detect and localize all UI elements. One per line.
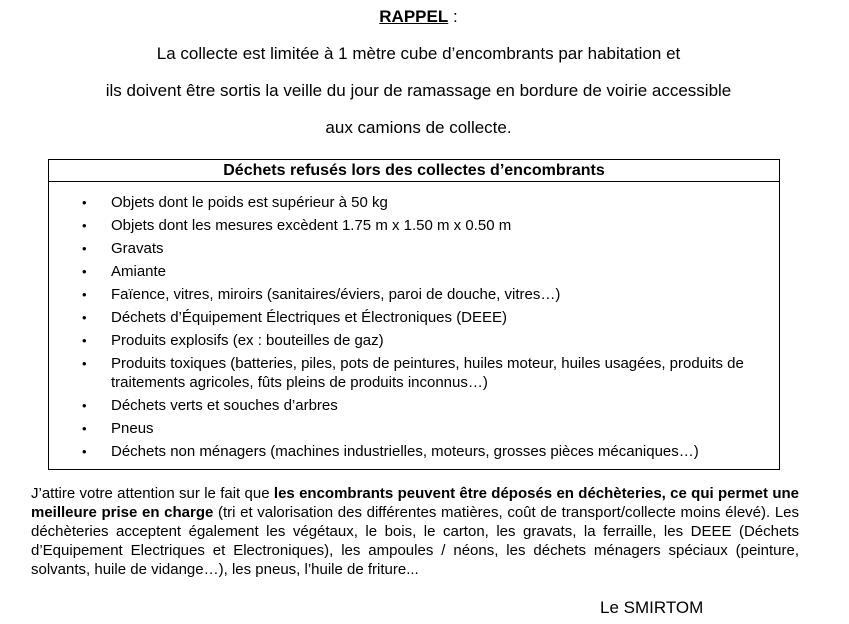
rappel-title (0, 7, 837, 27)
list-item-text: Objets dont le poids est supérieur à 50 kg (111, 194, 388, 211)
list-item-text: Déchets non ménagers (machines industrielles, moteurs, grosses pièces mécaniques…) (111, 443, 699, 460)
rappel-title-word: RAPPEL (379, 7, 449, 26)
list-item (49, 331, 779, 350)
refused-waste-header: Déchets refusés lors des collectes d’encombrants (49, 160, 779, 182)
list-item-text: Déchets d’Équipement Électriques et Électroniques (DEEE) (111, 309, 508, 326)
list-item-text: Faïence, vitres, miroirs (sanitaires/éviers, paroi de douche, vitres…) (111, 286, 561, 303)
bullet-icon: • (82, 264, 87, 279)
attention-paragraph (31, 484, 799, 579)
list-item-text: Amiante (111, 263, 167, 280)
list-item (49, 419, 779, 438)
rappel-line-1: La collecte est limitée à 1 mètre cube d’encombrants par habitation et (156, 44, 681, 63)
bullet-icon: • (82, 356, 87, 371)
list-item (49, 216, 779, 235)
list-item-text: Produits toxiques (batteries, piles, pots de peintures, huiles moteur, huiles usagées, produits de traitements agricoles, fûts pleins de produits inconnus…) (111, 355, 744, 391)
bullet-icon: • (82, 444, 87, 459)
bullet-icon: • (82, 333, 87, 348)
list-item (49, 308, 779, 327)
rappel-line-2: ils doivent être sortis la veille du jour de ramassage en bordure de voirie accessible (105, 81, 732, 100)
bullet-icon: • (82, 287, 87, 302)
list-item (49, 354, 779, 392)
list-item-text: Gravats (111, 240, 164, 257)
list-item (49, 262, 779, 281)
rappel-line-3: aux camions de collecte. (325, 118, 512, 137)
signature: Le SMIRTOM (600, 598, 704, 617)
list-item (49, 193, 779, 212)
refused-waste-list (49, 193, 779, 465)
list-item (49, 285, 779, 304)
list-item (49, 396, 779, 415)
list-item (49, 442, 779, 461)
bullet-icon: • (82, 195, 87, 210)
bullet-icon: • (82, 421, 87, 436)
list-item-text: Objets dont les mesures excèdent 1.75 m x 1.50 m x 0.50 m (111, 217, 512, 234)
attention-intro: J’attire votre attention sur le fait que (31, 485, 274, 502)
attention-emphasis: les encombrants peuvent être déposés en déchèteries, ce qui permet une meilleure prise en charge (31, 485, 800, 521)
bullet-icon: • (82, 398, 87, 413)
bullet-icon: • (82, 241, 87, 256)
bullet-icon: • (82, 310, 87, 325)
list-item (49, 239, 779, 258)
list-item-text: Pneus (111, 420, 154, 437)
list-item-text: Déchets verts et souches d’arbres (111, 397, 338, 414)
rappel-title-colon: : (448, 7, 458, 26)
refused-waste-box (48, 159, 780, 470)
attention-rest: (tri et valorisation des différentes matières, coût de transport/collecte moins élevé). Les déchèteries acceptent également les végétaux, le bois, le carton, les gravats, la ferraille, les DEEE (Déchets d’Equipement Electriques et Electroniques), les ampoules / néons, les déchets ménagers spéciaux (peinture, solvants, huile de vidange…), les pneus, l’huile de friture... (31, 504, 800, 578)
bullet-icon: • (82, 218, 87, 233)
list-item-text: Produits explosifs (ex : bouteilles de gaz) (111, 332, 384, 349)
